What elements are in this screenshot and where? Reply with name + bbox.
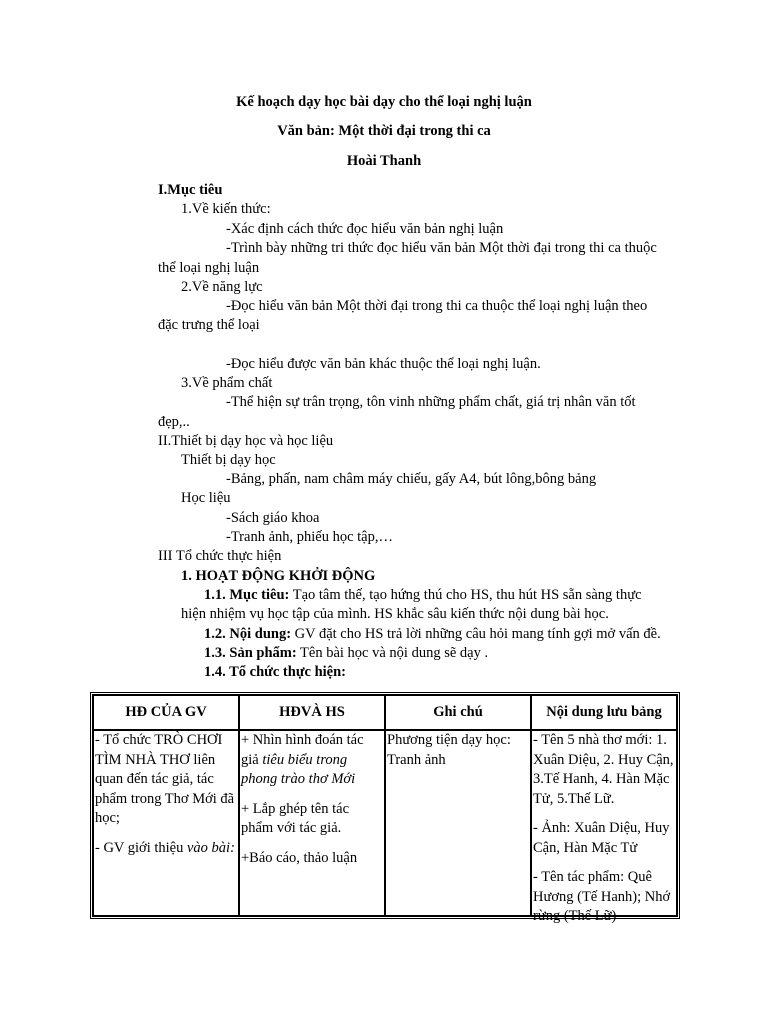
board-content-cell (531, 730, 677, 924)
equipment-heading: Thiết bị dạy học (181, 452, 276, 468)
section-heading-equipment: II.Thiết bị dạy học và học liệu (158, 433, 334, 449)
note-item: Phương tiện dạy học: Tranh ảnh (387, 732, 511, 768)
quality-item: -Thể hiện sự trân trọng, tôn vinh những phẩm chất, giá trị nhân văn tốt (226, 394, 636, 410)
ability-item: -Đọc hiểu văn bản Một thời đại trong thi ca thuộc thể loại nghị luận theo (226, 298, 648, 314)
table-header-cell: Nội dung lưu bảng (531, 695, 677, 730)
table-header-cell: HĐVÀ HS (239, 695, 385, 730)
quality-heading: 3.Về phẩm chất (181, 375, 273, 391)
materials-item: -Tranh ảnh, phiếu học tập,… (226, 529, 393, 545)
student-activity-item: + Nhìn hình đoán tác giả tiêu biểu trong phong trào thơ Mới (241, 732, 364, 787)
goal-label: 1.1. Mục tiêu: (204, 587, 290, 603)
student-activity-item: +Báo cáo, thảo luận (241, 849, 358, 866)
product-line (204, 644, 488, 663)
ability-heading: 2.Về năng lực (181, 279, 263, 295)
knowledge-item-continued: thể loại nghị luận (158, 260, 260, 276)
teacher-activity-item: - GV giới thiệu vào bài: (95, 839, 235, 856)
product-label: 1.3. Sản phẩm: (204, 645, 297, 661)
content-label: 1.2. Nội dung: (204, 626, 292, 642)
materials-item: -Sách giáo khoa (226, 510, 320, 526)
goal-text: Tạo tâm thế, tạo hứng thú cho HS, thu hút HS sẵn sàng thực (289, 587, 642, 603)
table-header-row (93, 695, 677, 730)
knowledge-item: -Xác định cách thức đọc hiểu văn bản nghị luận (226, 221, 504, 237)
quality-item-continued: đẹp,.. (158, 414, 190, 430)
table-header-cell: Ghi chú (385, 695, 531, 730)
activity-heading: 1. HOẠT ĐỘNG KHỞI ĐỘNG (181, 568, 376, 584)
ability-item: -Đọc hiểu được văn bản khác thuộc thể loại nghị luận. (226, 356, 541, 372)
ability-item-continued: đặc trưng thể loại (158, 317, 260, 333)
section-heading-organization: III Tổ chức thực hiện (158, 548, 282, 564)
student-activity-item: + Lắp ghép tên tác phẩm với tác giả. (241, 800, 350, 836)
student-activity-cell (239, 730, 385, 916)
section-heading-objectives: I.Mục tiêu (158, 182, 223, 198)
activity-table (90, 692, 680, 924)
knowledge-item: -Trình bày những tri thức đọc hiểu văn bản Một thời đại trong thi ca thuộc (226, 240, 657, 256)
table-header-cell: HĐ CỦA GV (93, 695, 239, 730)
knowledge-heading: 1.Về kiến thức: (181, 201, 271, 217)
organize-label: 1.4. Tổ chức thực hiện: (204, 664, 346, 680)
product-text: Tên bài học và nội dung sẽ dạy . (296, 645, 489, 661)
content-line (204, 625, 661, 644)
teacher-activity-cell (93, 730, 239, 916)
note-cell (385, 730, 531, 916)
materials-heading: Học liệu (181, 490, 231, 506)
goal-line (204, 586, 642, 605)
content-text: GV đặt cho HS trả lời những câu hỏi mang tính gợi mở vấn đề. (291, 626, 661, 642)
text-title: Văn bản: Một thời đại trong thi ca (277, 123, 491, 139)
author-name: Hoài Thanh (346, 153, 422, 169)
table-row (93, 730, 677, 916)
goal-text-continued: hiện nhiệm vụ học tập của mình. HS khắc sâu kiến thức nội dung bài học. (181, 606, 609, 622)
equipment-item: -Bảng, phấn, nam châm máy chiếu, gấy A4, bút lông,bông bảng (226, 471, 597, 487)
board-content-item: - Ảnh: Xuân Diệu, Huy Cận, Hàn Mặc Tử (533, 820, 670, 856)
document-title: Kế hoạch dạy học bài dạy cho thể loại nghị luận (236, 94, 532, 110)
board-content-item: - Tên 5 nhà thơ mới: 1. Xuân Diệu, 2. Huy Cận, 3.Tế Hanh, 4. Hàn Mặc Tử, 5.Thế Lữ. (533, 732, 674, 807)
teacher-activity-item: - Tổ chức TRÒ CHƠI TÌM NHÀ THƠ liên quan đến tác giả, tác phẩm trong Thơ Mới đã học; (95, 732, 235, 826)
board-content-item: - Tên tác phẩm: Quê Hương (Tế Hanh); Nhớ rừng (Thế Lữ) (533, 869, 671, 924)
